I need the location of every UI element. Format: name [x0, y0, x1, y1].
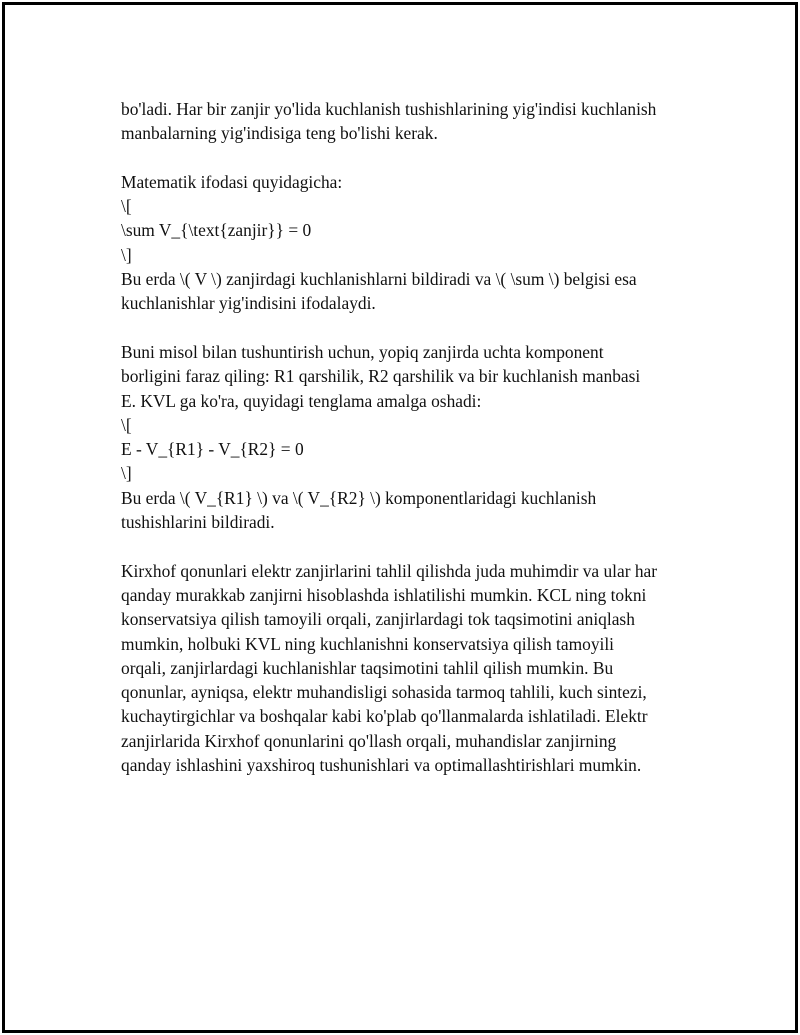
- text-line: zanjirlarida Kirxhof qonunlarini qo'llash orqali, muhandislar zanjirning: [121, 730, 617, 751]
- paragraph-spacer: [121, 534, 701, 558]
- formula-close: \]: [121, 244, 132, 265]
- formula-body: \sum V_{\text{zanjir}} = 0: [121, 220, 312, 241]
- paragraph-spacer: [121, 316, 701, 340]
- page-frame: [2, 2, 798, 1033]
- text-line: konservatsiya qilish tamoyili orqali, zanjirlardagi tok taqsimotini aniqlash: [121, 609, 635, 630]
- text-line: kuchaytirgichlar va boshqalar kabi ko'plab qo'llanmalarda ishlatiladi. Elektr: [121, 706, 648, 727]
- text-line: E. KVL ga ko'ra, quyidagi tenglama amalga oshadi:: [121, 390, 482, 411]
- formula-open: \[: [121, 196, 132, 217]
- paragraph-conclusion: [121, 559, 701, 778]
- text-line: Buni misol bilan tushuntirish uchun, yopiq zanjirda uchta komponent: [121, 341, 604, 362]
- text-line: Matematik ifodasi quyidagicha:: [121, 171, 343, 192]
- paragraph-example: [121, 340, 701, 534]
- text-line: Bu erda \( V \) zanjirdagi kuchlanishlarni bildiradi va \( \sum \) belgisi esa: [121, 269, 637, 290]
- document-body: [121, 97, 701, 777]
- text-line: orqali, zanjirlardagi kuchlanishlar taqsimotini tahlil qilish mumkin. Bu: [121, 657, 614, 678]
- text-line: qanday ishlashini yaxshiroq tushunishlari va optimallashtirishlari mumkin.: [121, 755, 642, 776]
- text-line: tushishlarini bildiradi.: [121, 512, 275, 533]
- paragraph-spacer: [121, 146, 701, 170]
- formula-close: \]: [121, 463, 132, 484]
- text-line: qanday murakkab zanjirni hisoblashda ishlatilishi mumkin. KCL ning tokni: [121, 584, 647, 605]
- text-line: mumkin, holbuki KVL ning kuchlanishni konservatsiya qilish tamoyili: [121, 633, 615, 654]
- text-line: borligini faraz qiling: R1 qarshilik, R2 qarshilik va bir kuchlanish manbasi: [121, 366, 641, 387]
- text-line: Bu erda \( V_{R1} \) va \( V_{R2} \) komponentlaridagi kuchlanish: [121, 487, 597, 508]
- formula-body: E - V_{R1} - V_{R2} = 0: [121, 439, 304, 460]
- text-line: bo'ladi. Har bir zanjir yo'lida kuchlanish tushishlarining yig'indisi kuchlanish: [121, 99, 657, 119]
- paragraph-intro: [121, 97, 701, 146]
- paragraph-formula-kvl: [121, 170, 701, 316]
- text-line: Kirxhof qonunlari elektr zanjirlarini tahlil qilishda juda muhimdir va ular har: [121, 560, 658, 581]
- text-line: kuchlanishlar yig'indisini ifodalaydi.: [121, 293, 376, 314]
- text-line: qonunlar, ayniqsa, elektr muhandisligi sohasida tarmoq tahlili, kuch sintezi,: [121, 682, 647, 703]
- text-line: manbalarning yig'indisiga teng bo'lishi kerak.: [121, 123, 438, 144]
- formula-open: \[: [121, 414, 132, 435]
